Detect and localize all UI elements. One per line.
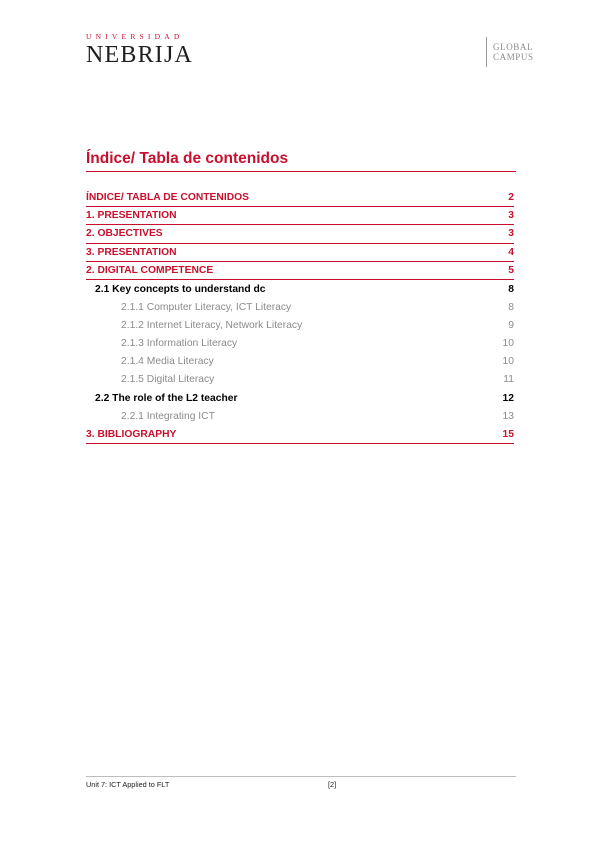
- toc-entry-label: 2.1 Key concepts to understand dc: [95, 283, 266, 295]
- toc-entry-page: 3: [508, 210, 514, 222]
- campus-word-global: GLOBAL: [493, 42, 534, 52]
- toc-entry-digital-competence[interactable]: [86, 262, 514, 280]
- logo-nebrija-word: NEBRIJA: [86, 42, 194, 68]
- toc-entry-label: 2.2 The role of the L2 teacher: [95, 392, 238, 404]
- toc-entry-page: 10: [502, 338, 514, 350]
- toc-entry-internet-literacy[interactable]: [86, 316, 514, 334]
- toc-entry-label: 1. PRESENTATION: [86, 210, 177, 222]
- logo-university-word: UNIVERSIDAD: [86, 32, 184, 41]
- toc-entry-presentation-2[interactable]: [86, 244, 514, 262]
- toc-heading: Índice/ Tabla de contenidos: [86, 150, 516, 172]
- toc-entry-objectives[interactable]: [86, 225, 514, 243]
- campus-word-campus: CAMPUS: [493, 52, 534, 62]
- toc-entry-label: 2.1.1 Computer Literacy, ICT Literacy: [121, 301, 292, 313]
- global-campus-logo: [486, 37, 534, 67]
- toc-entry-bibliography[interactable]: [86, 425, 514, 443]
- toc-entry-label: 2.1.2 Internet Literacy, Network Literacy: [121, 319, 303, 331]
- toc-entry-page: 3: [508, 228, 514, 240]
- toc-entry-digital-literacy[interactable]: [86, 371, 514, 389]
- toc-entry-label: 2. OBJECTIVES: [86, 228, 163, 240]
- logo-divider: [486, 37, 487, 67]
- toc-entry-presentation[interactable]: [86, 207, 514, 225]
- toc-entry-label: 2.1.4 Media Literacy: [121, 356, 214, 368]
- toc-entry-label: 2.1.5 Digital Literacy: [121, 374, 215, 386]
- toc-entry-integrating-ict[interactable]: [86, 407, 514, 425]
- toc-entry-page: 13: [502, 410, 514, 422]
- toc-entry-page: 10: [502, 356, 514, 368]
- footer-unit-title: Unit 7: ICT Applied to FLT: [86, 780, 170, 789]
- table-of-contents: [86, 189, 514, 444]
- toc-entry-page: 9: [508, 319, 514, 331]
- toc-entry-page: 11: [503, 374, 514, 386]
- toc-entry-role-of-teacher[interactable]: [86, 389, 514, 407]
- toc-entry-label: 2. DIGITAL COMPETENCE: [86, 264, 214, 276]
- nebrija-logo: [86, 33, 196, 67]
- toc-entry-label: ÍNDICE/ TABLA DE CONTENIDOS: [86, 192, 250, 204]
- toc-entry-label: 2.1.3 Information Literacy: [121, 338, 238, 350]
- toc-entry-page: 4: [508, 246, 514, 258]
- toc-entry-media-literacy[interactable]: [86, 353, 514, 371]
- toc-entry-indice[interactable]: [86, 189, 514, 207]
- toc-entry-key-concepts[interactable]: [86, 280, 514, 298]
- toc-entry-page: 5: [508, 264, 514, 276]
- toc-entry-information-literacy[interactable]: [86, 335, 514, 353]
- page-footer: [86, 776, 516, 792]
- toc-entry-page: 2: [508, 192, 514, 204]
- toc-entry-label: 3. PRESENTATION: [86, 246, 177, 258]
- global-campus-words: [493, 42, 534, 62]
- toc-entry-page: 8: [508, 301, 514, 313]
- toc-entry-page: 15: [502, 428, 514, 440]
- footer-page-number: [2]: [328, 780, 337, 789]
- toc-entry-computer-literacy[interactable]: [86, 298, 514, 316]
- toc-entry-label: 2.2.1 Integrating ICT: [121, 410, 215, 422]
- toc-entry-page: 8: [508, 283, 514, 295]
- toc-entry-label: 3. BIBLIOGRAPHY: [86, 428, 177, 440]
- toc-entry-page: 12: [502, 392, 514, 404]
